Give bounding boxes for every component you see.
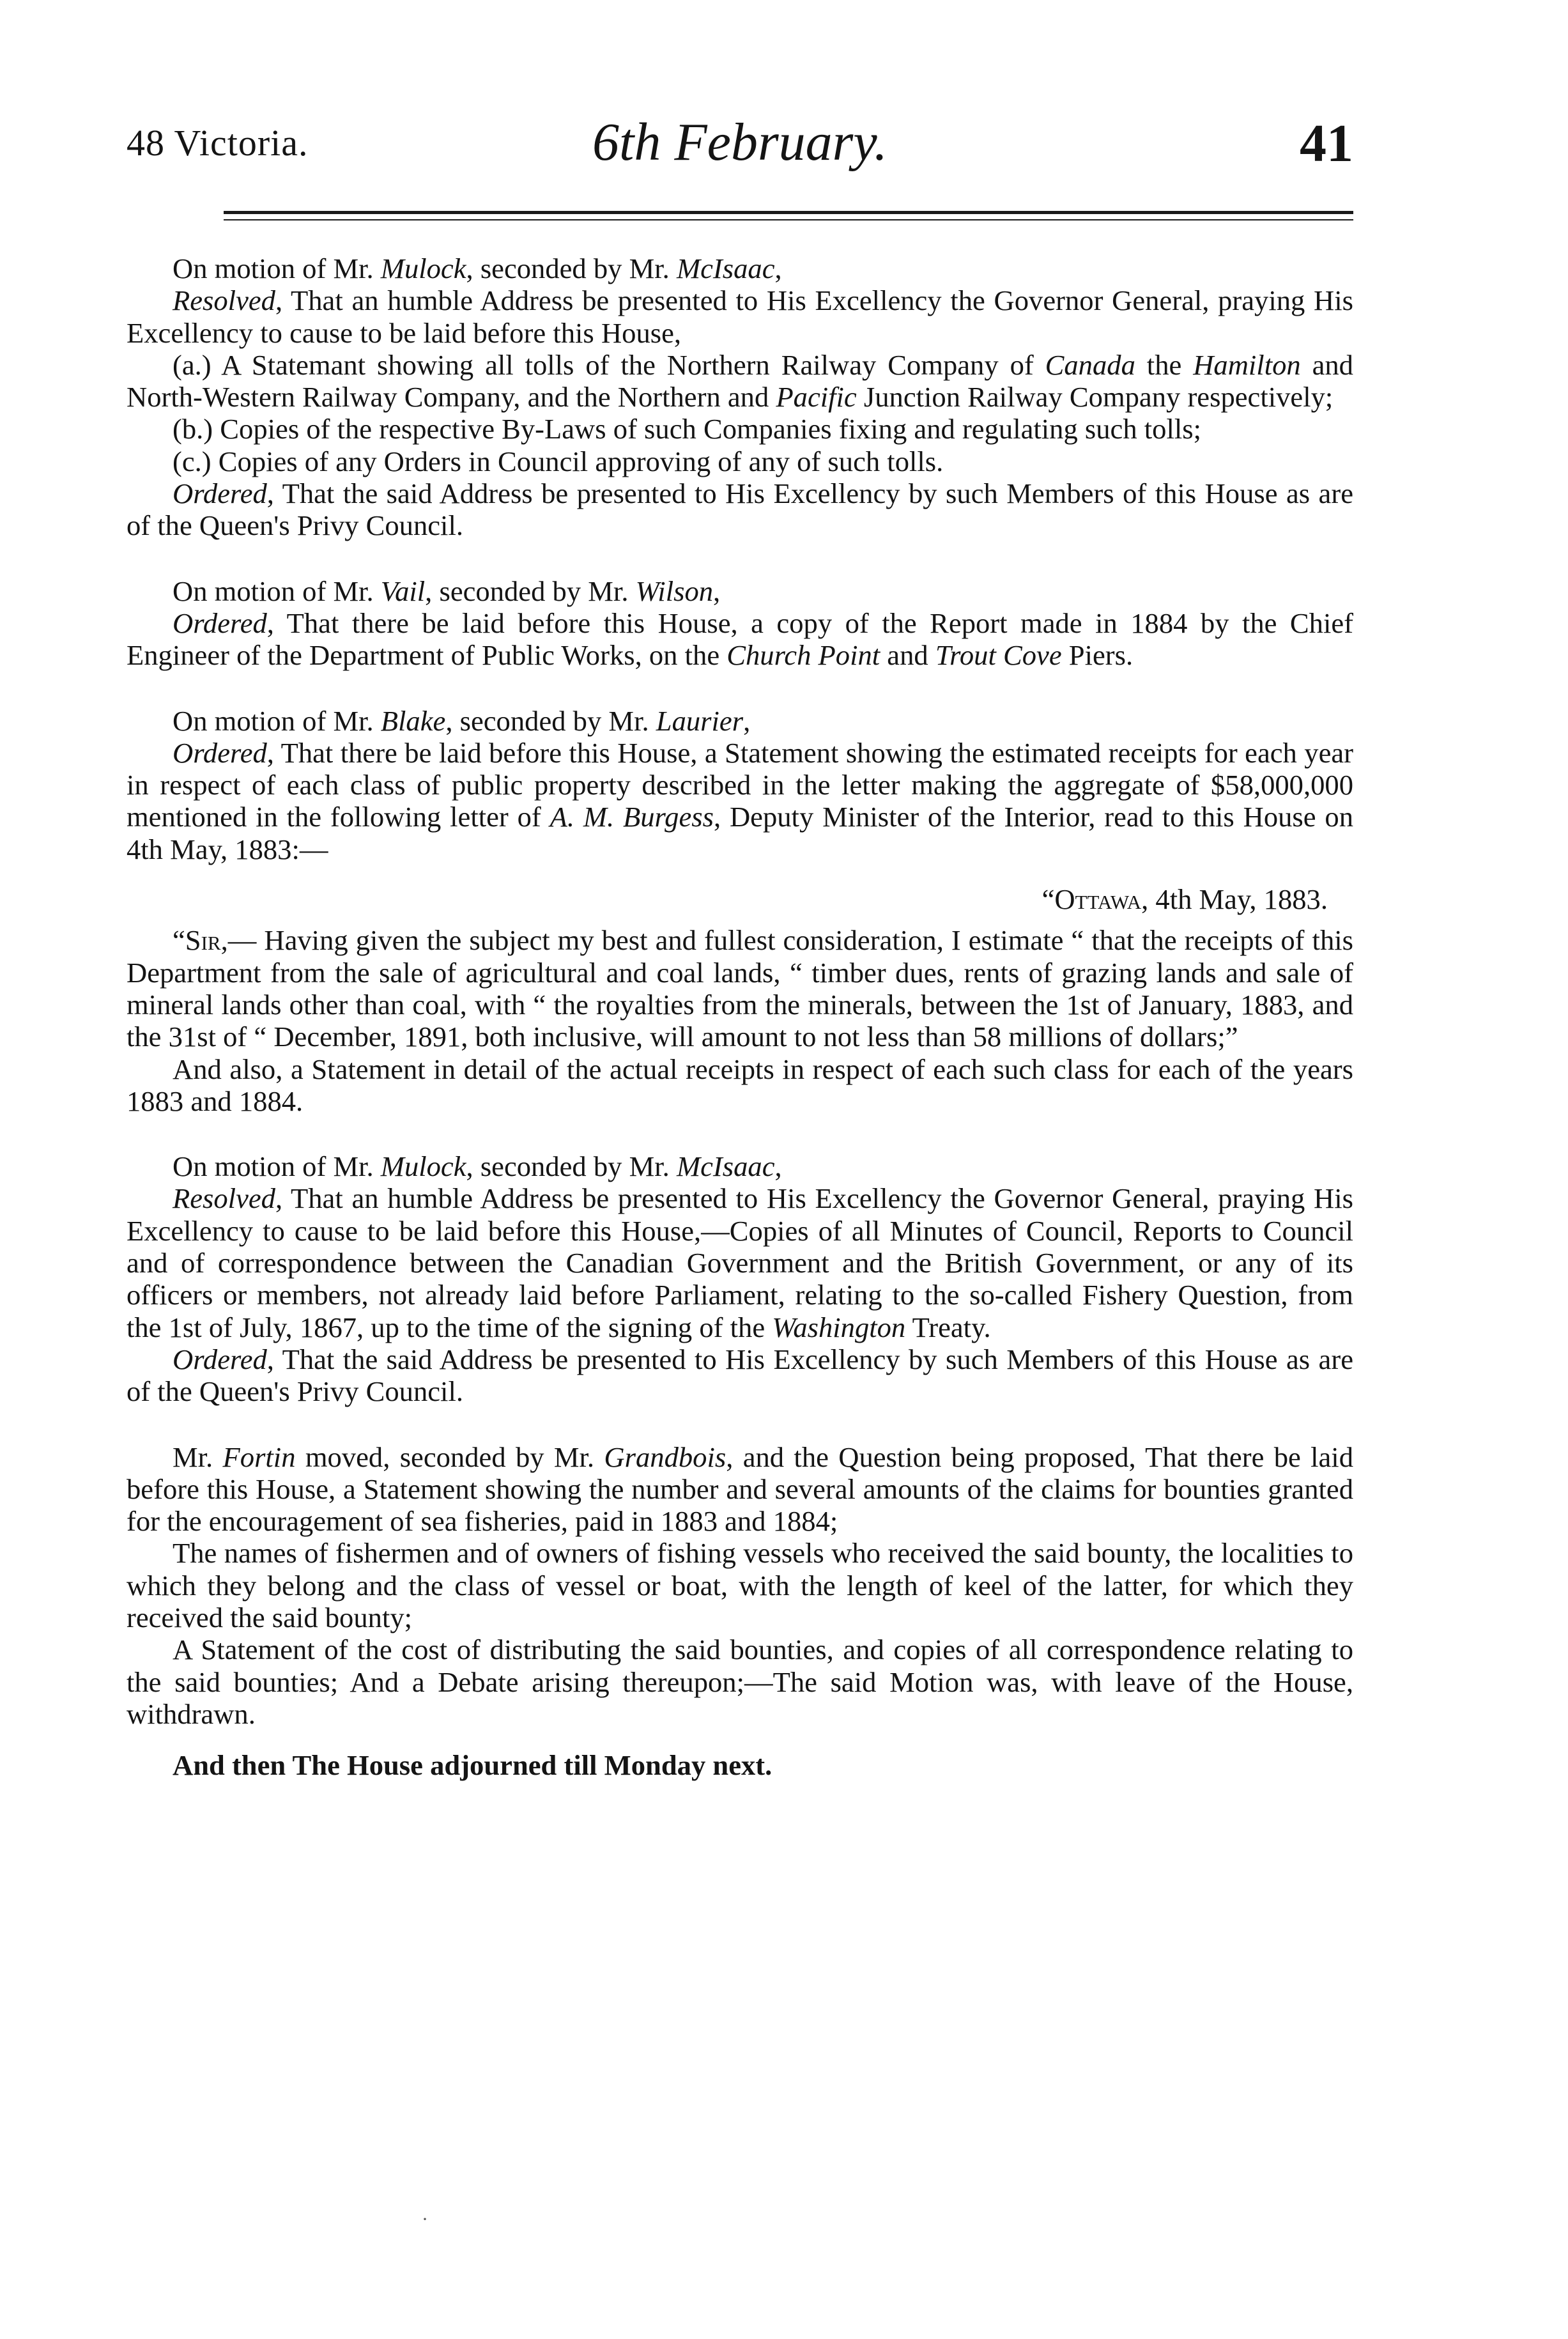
motion-line: On motion of Mr. Mulock, seconded by Mr. McIsaac, <box>173 1150 782 1183</box>
page-number: 41 <box>1300 114 1353 173</box>
order-paragraph: Ordered, That the said Address be presented to His Excellency by such Members of this House as are of the Queen's Privy Council. <box>127 477 1353 542</box>
header-rule-thick <box>224 211 1353 214</box>
motion-line: On motion of Mr. Mulock, seconded by Mr. McIsaac, <box>173 252 782 284</box>
mover-name: Blake <box>380 704 446 737</box>
page-date: 6th February. <box>592 112 888 172</box>
entry-piers <box>127 575 1353 672</box>
adjournment-line: And then The House adjourned till Monday next. <box>173 1749 772 1782</box>
header-rule-thin <box>224 219 1353 220</box>
mover-name: Fortin <box>222 1440 296 1473</box>
seconder-name: McIsaac <box>676 1150 775 1183</box>
letter-body: “Sir,— Having given the subject my best and fullest consideration, I estimate “ that the receipts of this Department from the sale of agricultural and coal lands, “ timber dues, rents of grazing lands and sale of mineral lands other than coal, with “ the royalties from the minerals, between the 1st of January, 1883, and the 31st of “ December, 1891, both inclusive, will amount to not less than 58 millions of dollars;” <box>127 924 1353 1053</box>
mover-name: Mulock <box>380 252 466 284</box>
entry-fishery <box>127 1150 1353 1407</box>
entry-bounties <box>127 1441 1353 1731</box>
item-c: (c.) Copies of any Orders in Council approving of any of such tolls. <box>173 445 944 477</box>
motion-line: On motion of Mr. Blake, seconded by Mr. Laurier, <box>173 704 751 737</box>
seconder-name: Laurier <box>656 704 744 737</box>
mover-name: Mulock <box>380 1150 466 1183</box>
session-label: 48 Victoria. <box>127 122 309 164</box>
entry-receipts <box>127 705 1353 1118</box>
resolution-paragraph: Resolved, That an humble Address be presented to His Excellency the Governor General, praying His Excellency to cause to be laid before this House, <box>127 284 1353 349</box>
entry-tolls <box>127 252 1353 542</box>
page-header <box>127 107 1353 184</box>
stray-mark: · <box>422 2209 428 2230</box>
order-paragraph: Ordered, That the said Address be presented to His Excellency by such Members of this House as are of the Queen's Privy Council. <box>127 1343 1353 1408</box>
resolution-paragraph: Resolved, That an humble Address be presented to His Excellency the Governor General, praying His Excellency to cause to be laid before this House,—Copies of all Minutes of Council, Reports to Council and of correspondence between the Canadian Government and the British Government, or any of its officers or members, not already laid before Parliament, relating to the so-called Fishery Question, from the 1st of July, 1867, up to the time of the signing of the Washington Treaty. <box>127 1182 1353 1343</box>
names-paragraph: The names of fishermen and of owners of fishing vessels who received the said bounty, the localities to which they belong and the class of vessel or boat, with the length of keel of the latter, for which they received the said bounty; <box>127 1537 1353 1633</box>
seconder-name: Wilson <box>635 575 714 607</box>
motion-line: Mr. Fortin moved, seconded by Mr. Grandbois, and the Question being proposed, That there be laid before this House, a Statement showing the number and several amounts of the claims for bounties granted for the encouragement of sea fisheries, paid in 1883 and 1884; <box>127 1440 1353 1538</box>
seconder-name: Grandbois <box>604 1440 726 1473</box>
order-paragraph: Ordered, That there be laid before this House, a Statement showing the estimated receipts for each year in respect of each class of public property described in the letter making the aggregate of $58,000,000 mentioned in the following letter of A. M. Burgess, Deputy Minister of the Interior, read to this House on 4th May, 1883:— <box>127 736 1353 865</box>
journal-body <box>127 252 1353 1781</box>
motion-line: On motion of Mr. Vail, seconded by Mr. Wilson, <box>173 575 721 607</box>
item-b: (b.) Copies of the respective By-Laws of such Companies fixing and regulating such tolls; <box>173 413 1201 445</box>
also-paragraph: And also, a Statement in detail of the actual receipts in respect of each such class for each of the years 1883 and 1884. <box>127 1053 1353 1117</box>
seconder-name: McIsaac <box>676 252 775 284</box>
item-a: (a.) A Statemant showing all tolls of the Northern Railway Company of Canada the Hamilton and North-Western Railway Company, and the Northern and Pacific Junction Railway Company respectively; <box>127 348 1353 413</box>
letter-date: “Ottawa, 4th May, 1883. <box>1041 883 1328 916</box>
mover-name: Vail <box>380 575 426 607</box>
cost-paragraph: A Statement of the cost of distributing the said bounties, and copies of all correspondence relating to the said bounties; And a Debate arising thereupon;—The said Motion was, with leave of the House, withdrawn. <box>127 1633 1353 1730</box>
order-paragraph: Ordered, That there be laid before this House, a copy of the Report made in 1884 by the Chief Engineer of the Department of Public Works, on the Church Point and Trout Cove Piers. <box>127 606 1353 672</box>
